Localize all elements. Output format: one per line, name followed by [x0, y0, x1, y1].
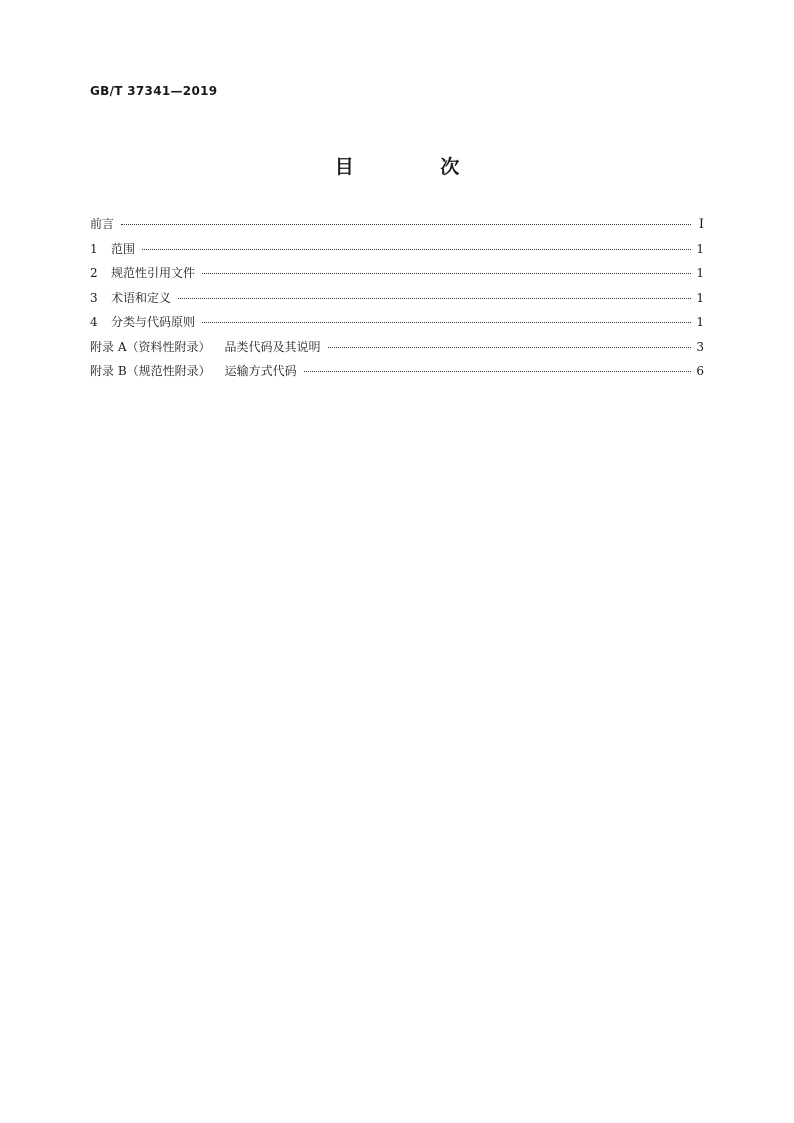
- toc-entry-label: 范围: [111, 241, 136, 256]
- toc-entry-number: 1: [90, 241, 98, 256]
- table-of-contents: [90, 215, 704, 387]
- toc-entry-page: 1: [696, 315, 704, 329]
- toc-entry-number: 3: [90, 290, 98, 305]
- toc-entry-normative-references[interactable]: [90, 264, 704, 289]
- standard-code: GB/T 37341—2019: [90, 84, 218, 98]
- toc-entry-page: 3: [696, 339, 704, 354]
- dot-leader: [121, 224, 691, 225]
- toc-entry-label: 附录 B（规范性附录）: [90, 364, 211, 378]
- toc-entry-classification-principles[interactable]: [90, 313, 704, 338]
- toc-entry-number: 2: [90, 266, 98, 280]
- toc-entry-number: 4: [90, 315, 98, 329]
- toc-entry-appendix-b[interactable]: [90, 362, 704, 387]
- dot-leader: [304, 371, 691, 372]
- toc-entry-foreword[interactable]: [90, 215, 704, 240]
- toc-entry-page: Ⅰ: [698, 217, 704, 232]
- dot-leader: [202, 273, 691, 274]
- dot-leader: [328, 347, 692, 348]
- toc-entry-terms-definitions[interactable]: [90, 289, 704, 314]
- dot-leader: [202, 322, 691, 323]
- toc-entry-label: 附录 A（资料性附录）: [90, 339, 211, 354]
- dot-leader: [142, 249, 691, 250]
- toc-entry-appendix-name: 运输方式代码: [224, 364, 297, 378]
- toc-entry-scope[interactable]: [90, 240, 704, 265]
- toc-entry-page: 1: [696, 241, 704, 256]
- toc-entry-page: 1: [696, 266, 704, 280]
- toc-entry-label: 规范性引用文件: [111, 266, 196, 280]
- page-title: 目 次: [334, 156, 500, 178]
- toc-entry-label: 前言: [90, 217, 115, 231]
- toc-entry-label: 分类与代码原则: [111, 315, 196, 329]
- toc-entry-page: 1: [696, 290, 704, 305]
- dot-leader: [178, 298, 691, 299]
- toc-entry-appendix-name: 品类代码及其说明: [224, 339, 321, 354]
- toc-entry-page: 6: [696, 364, 704, 378]
- toc-entry-appendix-a[interactable]: [90, 338, 704, 363]
- toc-entry-label: 术语和定义: [111, 290, 172, 305]
